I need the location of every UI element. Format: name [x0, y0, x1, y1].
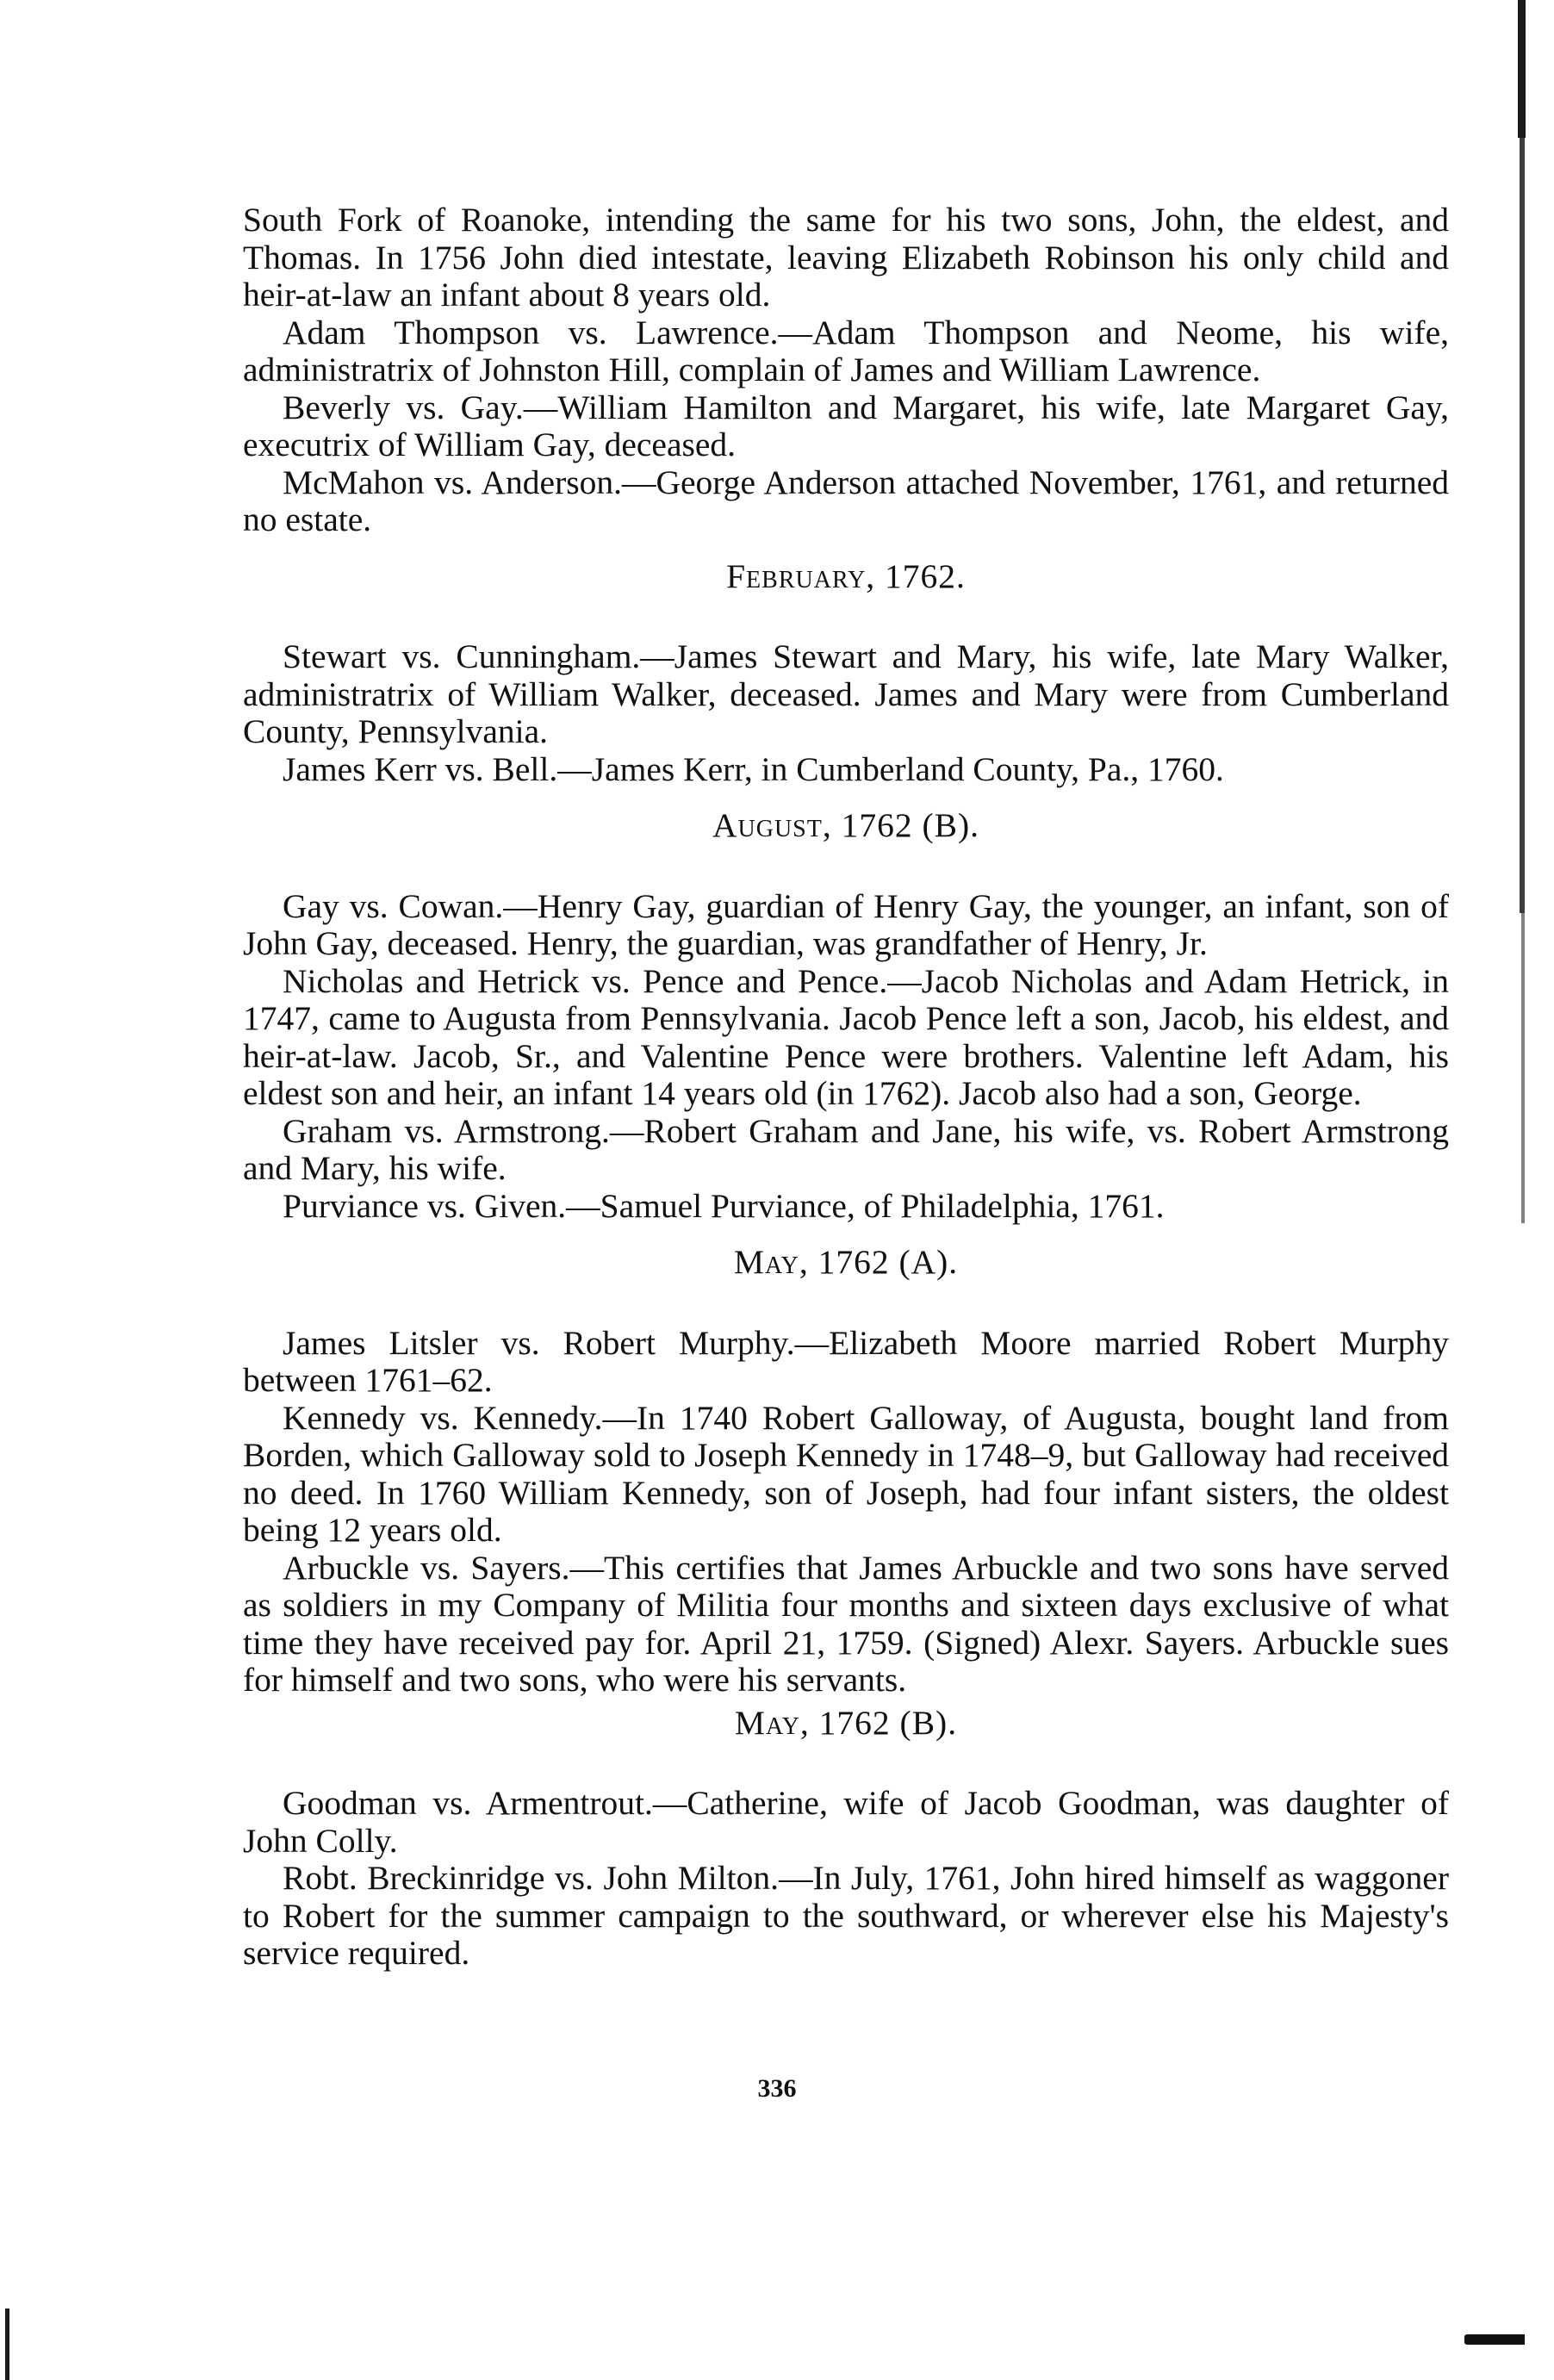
paragraph: Adam Thompson vs. Lawrence.—Adam Thompson and Neome, his wife, administratrix of Johnston Hill, complain of James and William Lawrence.	[243, 313, 1449, 388]
paragraph: James Litsler vs. Robert Murphy.—Elizabeth Moore married Robert Murphy between 1761–62.	[243, 1323, 1449, 1399]
page-number: 336	[757, 2074, 797, 2103]
paragraph: Stewart vs. Cunningham.—James Stewart and Mary, his wife, late Mary Walker, administratrix of William Walker, deceased. James and Mary were from Cumberland County, Pennsylvania.	[243, 637, 1449, 750]
scan-corner-mark	[1464, 2334, 1525, 2345]
paragraph: Arbuckle vs. Sayers.—This certifies that James Arbuckle and two sons have served as soldiers in my Company of Militia four months and sixteen days exclusive of what time they have received pay for. April 21, 1759. (Signed) Alexr. Sayers. Arbuckle sues for himself and two sons, who were his servants.	[243, 1548, 1449, 1699]
section-heading: May, 1762 (A).	[733, 1243, 959, 1281]
paragraph: South Fork of Roanoke, intending the same for his two sons, John, the eldest, and Thomas. In 1756 John died intestate, leaving Elizabeth Robinson his only child and heir-at-law an infant about 8 years old.	[243, 201, 1449, 314]
scan-edge-line	[5, 2309, 9, 2380]
paragraph: Beverly vs. Gay.—William Hamilton and Margaret, his wife, late Margaret Gay, executrix of William Gay, deceased.	[243, 388, 1449, 463]
paragraph: James Kerr vs. Bell.—James Kerr, in Cumberland County, Pa., 1760.	[283, 749, 1224, 788]
section-heading: August, 1762 (B).	[712, 806, 980, 844]
section-heading: May, 1762 (B).	[734, 1703, 958, 1742]
page-text	[243, 202, 1449, 1973]
scan-edge-line	[1520, 138, 1525, 913]
scan-edge-line	[1521, 913, 1525, 1223]
paragraph: Purviance vs. Given.—Samuel Purviance, of Philadelphia, 1761.	[283, 1186, 1165, 1225]
paragraph: Robt. Breckinridge vs. John Milton.—In July, 1761, John hired himself as waggoner to Robert for the summer campaign to the southward, or wherever else his Majesty's service required.	[243, 1859, 1449, 1972]
paragraph: Nicholas and Hetrick vs. Pence and Pence.—Jacob Nicholas and Adam Hetrick, in 1747, came to Augusta from Pennsylvania. Jacob Pence left a son, Jacob, his eldest, and heir-at-law. Jacob, Sr., and Valentine Pence were brothers. Valentine left Adam, his eldest son and heir, an infant 14 years old (in 1762). Jacob also had a son, George.	[243, 961, 1449, 1112]
paragraph: Kennedy vs. Kennedy.—In 1740 Robert Galloway, of Augusta, bought land from Borden, which Galloway sold to Joseph Kennedy in 1748–9, but Galloway had received no deed. In 1760 William Kennedy, son of Joseph, had four infant sisters, the oldest being 12 years old.	[243, 1398, 1449, 1549]
paragraph: Goodman vs. Armentrout.—Catherine, wife of Jacob Goodman, was daughter of John Colly.	[243, 1784, 1449, 1860]
section-heading: February, 1762.	[726, 556, 966, 595]
paragraph: McMahon vs. Anderson.—George Anderson attached November, 1761, and returned no estate.	[243, 463, 1449, 538]
paragraph: Gay vs. Cowan.—Henry Gay, guardian of Henry Gay, the younger, an infant, son of John Gay, deceased. Henry, the guardian, was grandfather of Henry, Jr.	[243, 886, 1449, 962]
scan-edge-line	[1518, 0, 1526, 138]
paragraph: Graham vs. Armstrong.—Robert Graham and Jane, his wife, vs. Robert Armstrong and Mary, his wife.	[243, 1111, 1449, 1187]
